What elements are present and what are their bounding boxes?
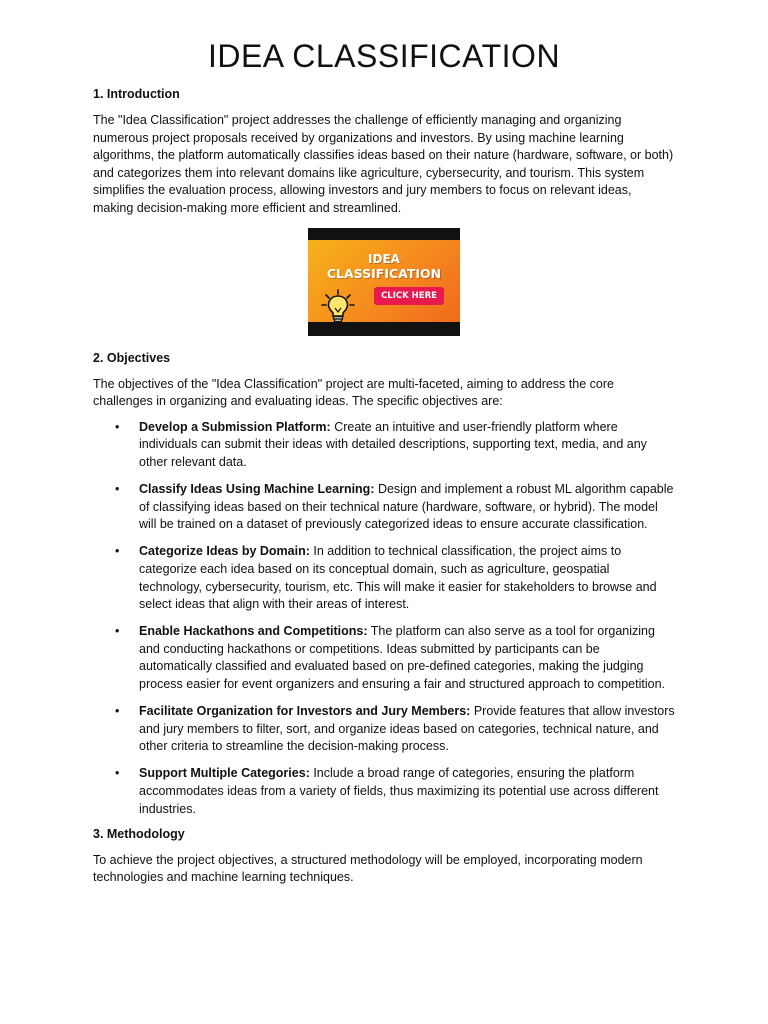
list-item-text: In addition to technical classification, the project aims to categorize each idea based on its conceptual domain, such as agriculture, geospatial technology, cybersecurity, tourism, etc. This will make it easier for stakeholders to browse and select ideas that align with their areas of interest. — [139, 544, 657, 612]
list-item-text: Create an intuitive and user-friendly platform where individuals can submit their ideas with detailed descriptions, supporting text, media, and any other relevant data. — [139, 419, 647, 469]
banner-background — [308, 240, 460, 322]
banner-title-line2: CLASSIFICATION — [326, 265, 442, 281]
list-item — [115, 623, 675, 693]
list-item-text: The platform can also serve as a tool for organizing and conducting hackathons or competitions. Ideas submitted by participants can be automatically classified and evaluated based on pre-defined categories, making the judging process easier for event organizers and ensuring a fair and structured approach to competition. — [139, 624, 665, 691]
list-item-lead: Enable Hackathons and Competitions: — [139, 624, 368, 639]
bullet-icon: • — [115, 704, 120, 719]
list-item-lead: Develop a Submission Platform: — [139, 419, 331, 434]
objectives-heading: 2. Objectives — [93, 350, 171, 365]
list-item-lead: Facilitate Organization for Investors and Jury Members: — [139, 704, 471, 719]
introduction-paragraph: The "Idea Classification" project addresses the challenge of efficiently managing and organizing numerous project proposals received by organizations and investors. By using machine learning algorithms, the platform automatically classifies ideas based on their nature (hardware, software, or both) and categorizes them into relevant domains like agriculture, cybersecurity, and tourism. This system simplifies the evaluation process, allowing investors and jury members to focus on relevant ideas, making decision-making more efficient and streamlined. — [93, 113, 674, 215]
list-item — [115, 543, 675, 613]
bullet-icon: • — [115, 419, 120, 434]
bullet-icon: • — [115, 624, 120, 639]
bullet-icon: • — [115, 544, 120, 559]
list-item — [115, 703, 675, 756]
methodology-paragraph: To achieve the project objectives, a structured methodology will be employed, incorporating modern technologies and machine learning techniques. — [93, 852, 643, 885]
click-here-button[interactable]: CLICK HERE — [374, 287, 444, 305]
methodology-heading: 3. Methodology — [93, 826, 185, 841]
list-item — [115, 419, 675, 472]
list-item-lead: Classify Ideas Using Machine Learning: — [139, 482, 375, 497]
bullet-icon: • — [115, 482, 120, 497]
lightbulb-icon — [320, 288, 356, 324]
introduction-heading: 1. Introduction — [93, 87, 180, 101]
objectives-list — [93, 419, 675, 818]
idea-classification-banner[interactable] — [308, 228, 460, 336]
list-item-text: Include a broad range of categories, ensuring the platform accommodates ideas from a variety of fields, thus maximizing its potential use across different industries. — [139, 766, 659, 816]
page-title: IDEA CLASSIFICATION — [207, 38, 561, 74]
list-item — [115, 765, 675, 818]
list-item-text: Provide features that allow investors and jury members to filter, sort, and organize ideas based on categories, technical nature, and other criteria to streamline the decision-making process. — [139, 704, 675, 754]
bullet-icon: • — [115, 766, 120, 781]
banner-container — [93, 228, 675, 336]
banner-title-line1: IDEA — [368, 251, 400, 266]
list-item-lead: Categorize Ideas by Domain: — [139, 544, 310, 559]
list-item-lead: Support Multiple Categories: — [139, 766, 310, 781]
list-item — [115, 481, 675, 534]
objectives-paragraph: The objectives of the "Idea Classification" project are multi-faceted, aiming to address the core challenges in organizing and evaluating ideas. The specific objectives are: — [93, 376, 614, 409]
list-item-text: Design and implement a robust ML algorithm capable of classifying ideas based on their technical nature (hardware, software, or hybrid). The model will be trained on a dataset of previously categorized ideas to ensure accurate classification. — [139, 482, 674, 532]
